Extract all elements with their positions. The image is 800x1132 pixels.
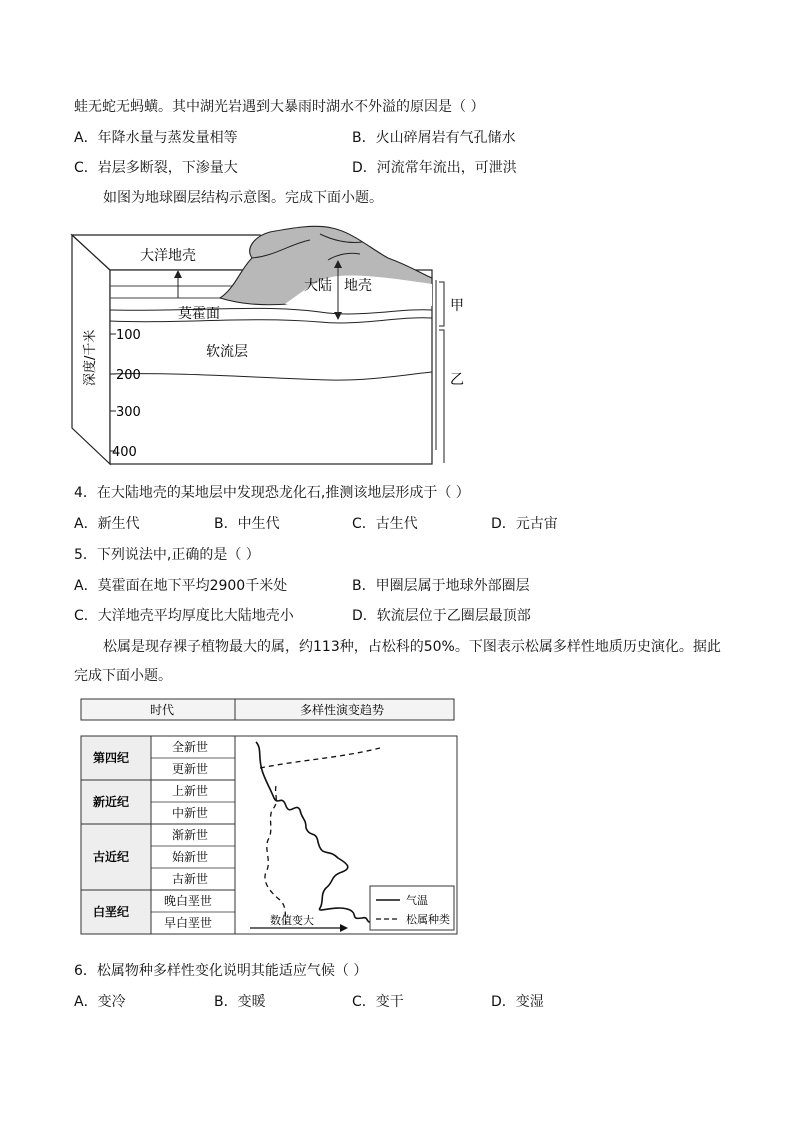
- q5-option-d[interactable]: D．软流层位于乙圈层最顶部: [352, 608, 531, 624]
- label-moho: 莫霍面: [178, 306, 220, 322]
- intro-pine-line2: 完成下面小题。: [74, 668, 172, 684]
- intro-pine-line1: 松属是现存裸子植物最大的属，约113种，占松科的50%。下图表示松属多样性地质历史演化。据此: [103, 639, 721, 655]
- q3-stem: 蛙无蛇无蚂蟥。其中湖光岩遇到大暴雨时湖水不外溢的原因是（ ）: [74, 99, 485, 115]
- q6-option-d[interactable]: D．变湿: [491, 994, 544, 1010]
- epoch-pliocene: 上新世: [172, 784, 209, 798]
- q3-option-c[interactable]: C．岩层多断裂，下渗量大: [74, 160, 238, 176]
- earth-layer-diagram: [70, 218, 490, 468]
- arrow-label: 数值变大: [270, 914, 314, 927]
- period-neogene: 新近纪: [93, 795, 130, 809]
- period-quaternary: 第四纪: [93, 751, 130, 765]
- header-trend: 多样性演变趋势: [300, 703, 385, 717]
- depth-axis-label: 深度/千米: [83, 329, 98, 386]
- pine-diversity-figure: [80, 698, 460, 940]
- header-era: 时代: [150, 703, 175, 717]
- q3-option-d[interactable]: D．河流常年流出，可泄洪: [352, 160, 517, 176]
- epoch-miocene: 中新世: [172, 806, 209, 820]
- q4-option-b[interactable]: B．中生代: [214, 516, 280, 532]
- label-continental: 大陆: [304, 278, 332, 294]
- label-asthenosphere: 软流层: [206, 344, 248, 360]
- label-crust: 地壳: [344, 278, 372, 294]
- period-paleogene: 古近纪: [93, 850, 130, 864]
- epoch-late-cretaceous: 晚白垩世: [164, 894, 213, 908]
- label-jia: 甲: [450, 298, 464, 314]
- label-oceanic-crust: 大洋地壳: [140, 248, 196, 264]
- q4-stem: 4．在大陆地壳的某地层中发现恐龙化石,推测该地层形成于（ ）: [74, 485, 470, 501]
- epoch-early-cretaceous: 早白垩世: [164, 916, 213, 930]
- q4-option-c[interactable]: C．古生代: [352, 516, 418, 532]
- legend-pine-species: 松属种类: [406, 913, 450, 926]
- intro-earth-layers: 如图为地球圈层结构示意图。完成下面小题。: [103, 190, 383, 206]
- q5-option-c[interactable]: C．大洋地壳平均厚度比大陆地壳小: [74, 608, 294, 624]
- q4-option-d[interactable]: D．元古宙: [491, 516, 558, 532]
- epoch-eocene: 始新世: [172, 850, 209, 864]
- q4-option-a[interactable]: A．新生代: [74, 516, 140, 532]
- depth-tick-200: 200: [116, 368, 141, 383]
- period-cretaceous: 白垩纪: [93, 905, 130, 919]
- q3-option-b[interactable]: B．火山碎屑岩有气孔储水: [352, 130, 516, 146]
- epoch-oligocene: 渐新世: [172, 828, 209, 842]
- epoch-holocene: 全新世: [172, 740, 209, 754]
- q6-option-a[interactable]: A．变冷: [74, 994, 126, 1010]
- depth-tick-100: 100: [116, 328, 141, 343]
- q5-option-a[interactable]: A．莫霍面在地下平均2900千米处: [74, 578, 288, 594]
- epoch-pleistocene: 更新世: [172, 762, 209, 776]
- q5-option-b[interactable]: B．甲圈层属于地球外部圈层: [352, 578, 530, 594]
- q3-option-a[interactable]: A．年降水量与蒸发量相等: [74, 130, 238, 146]
- depth-tick-300: 300: [116, 405, 141, 420]
- depth-tick-400: 400: [112, 445, 137, 460]
- epoch-paleocene: 古新世: [172, 872, 209, 886]
- legend-temperature: 气温: [406, 894, 428, 907]
- q6-option-b[interactable]: B．变暖: [214, 994, 266, 1010]
- q5-stem: 5．下列说法中,正确的是（ ）: [74, 547, 260, 563]
- q6-stem: 6．松属物种多样性变化说明其能适应气候（ ）: [74, 963, 368, 979]
- q6-option-c[interactable]: C．变干: [352, 994, 404, 1010]
- label-yi: 乙: [450, 372, 464, 388]
